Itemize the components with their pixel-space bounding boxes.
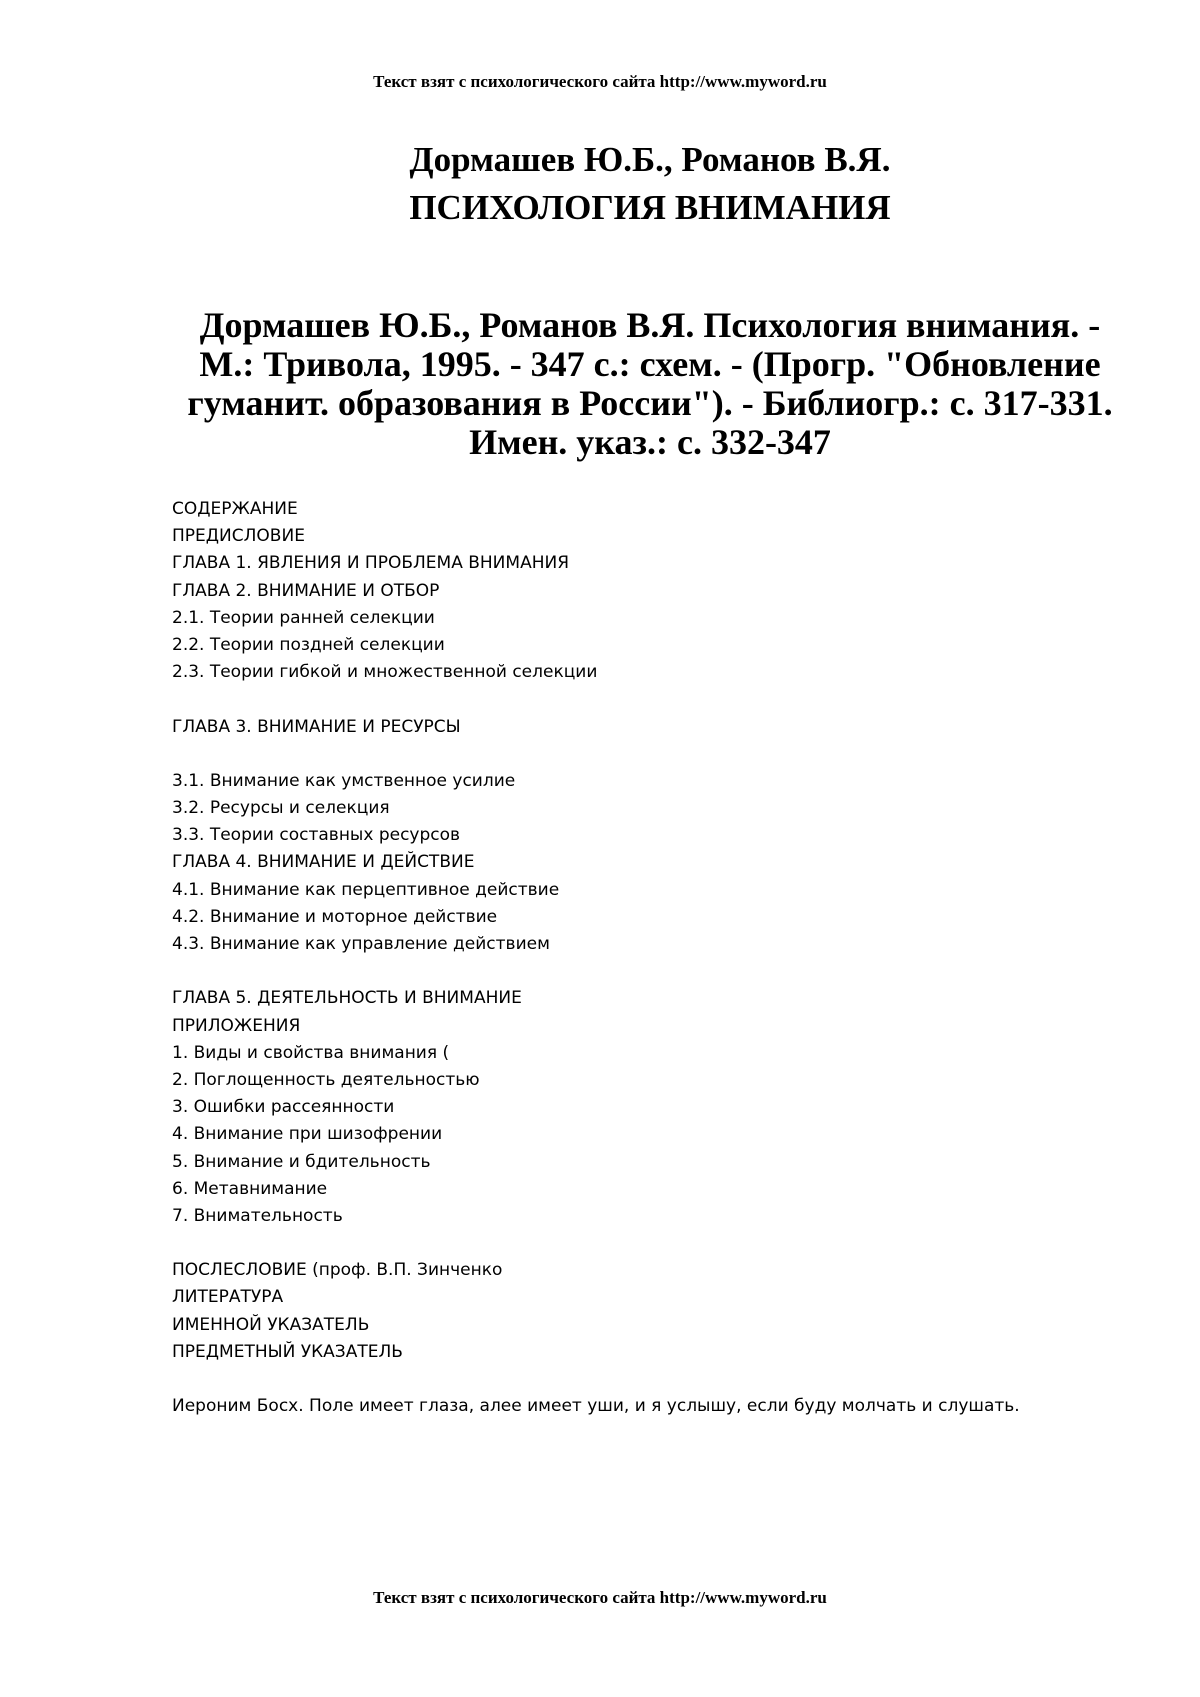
footer-site-note: Текст взят с психологического сайта http://www.myword.ru [0,1588,1200,1608]
toc-appendix-item: 7. Внимательность [172,1203,1132,1230]
toc-section: 4.2. Внимание и моторное действие [172,904,1132,931]
spacer [172,686,1132,713]
toc-section: 2.2. Теории поздней селекции [172,632,1132,659]
toc-appendix-item: 1. Виды и свойства внимания ( [172,1040,1132,1067]
toc-section: 4.3. Внимание как управление действием [172,931,1132,958]
toc-section: 3.1. Внимание как умственное усилие [172,768,1132,795]
toc-chapter-2: ГЛАВА 2. ВНИМАНИЕ И ОТБОР [172,578,1132,605]
citation-line: Дормашев Ю.Б., Романов В.Я. Психология внимания. - [160,306,1140,345]
citation-line: М.: Тривола, 1995. - 347 с.: схем. - (Прогр. "Обновление [160,345,1140,384]
toc-preface: ПРЕДИСЛОВИЕ [172,523,1132,550]
toc-section: 3.3. Теории составных ресурсов [172,822,1132,849]
toc-section: 2.1. Теории ранней селекции [172,605,1132,632]
toc-appendix-item: 4. Внимание при шизофрении [172,1121,1132,1148]
citation-line: гуманит. образования в России"). - Библиогр.: с. 317-331. [160,384,1140,423]
toc-afterword: ПОСЛЕСЛОВИЕ (проф. В.П. Зинченко [172,1257,1132,1284]
toc-section: 4.1. Внимание как перцептивное действие [172,877,1132,904]
bibliographic-citation [160,306,1140,462]
document-page [0,0,1200,1697]
citation-line: Имен. указ.: с. 332-347 [160,423,1140,462]
title-block [100,136,1200,232]
toc-chapter-1: ГЛАВА 1. ЯВЛЕНИЯ И ПРОБЛЕМА ВНИМАНИЯ [172,550,1132,577]
toc-literature: ЛИТЕРАТУРА [172,1284,1132,1311]
book-authors: Дормашев Ю.Б., Романов В.Я. [100,136,1200,184]
toc-chapter-3: ГЛАВА 3. ВНИМАНИЕ И РЕСУРСЫ [172,714,1132,741]
toc-chapter-4: ГЛАВА 4. ВНИМАНИЕ И ДЕЙСТВИЕ [172,849,1132,876]
toc-section: 2.3. Теории гибкой и множественной селекции [172,659,1132,686]
spacer [172,1230,1132,1257]
toc-name-index: ИМЕННОЙ УКАЗАТЕЛЬ [172,1312,1132,1339]
spacer [172,958,1132,985]
toc-heading: СОДЕРЖАНИЕ [172,496,1132,523]
header-site-note: Текст взят с психологического сайта http://www.myword.ru [0,72,1200,92]
toc-appendix-item: 5. Внимание и бдительность [172,1149,1132,1176]
epigraph: Иероним Босх. Поле имеет глаза, алее имеет уши, и я услышу, если буду молчать и слушать. [172,1396,1132,1416]
toc-section: 3.2. Ресурсы и селекция [172,795,1132,822]
toc-appendix-item: 2. Поглощенность деятельностью [172,1067,1132,1094]
spacer [172,741,1132,768]
toc-appendix-item: 6. Метавнимание [172,1176,1132,1203]
book-title: ПСИХОЛОГИЯ ВНИМАНИЯ [100,184,1200,232]
toc-chapter-5: ГЛАВА 5. ДЕЯТЕЛЬНОСТЬ И ВНИМАНИЕ [172,985,1132,1012]
toc-subject-index: ПРЕДМЕТНЫЙ УКАЗАТЕЛЬ [172,1339,1132,1366]
toc-appendix-item: 3. Ошибки рассеянности [172,1094,1132,1121]
toc-appendices: ПРИЛОЖЕНИЯ [172,1013,1132,1040]
table-of-contents [172,496,1132,1366]
